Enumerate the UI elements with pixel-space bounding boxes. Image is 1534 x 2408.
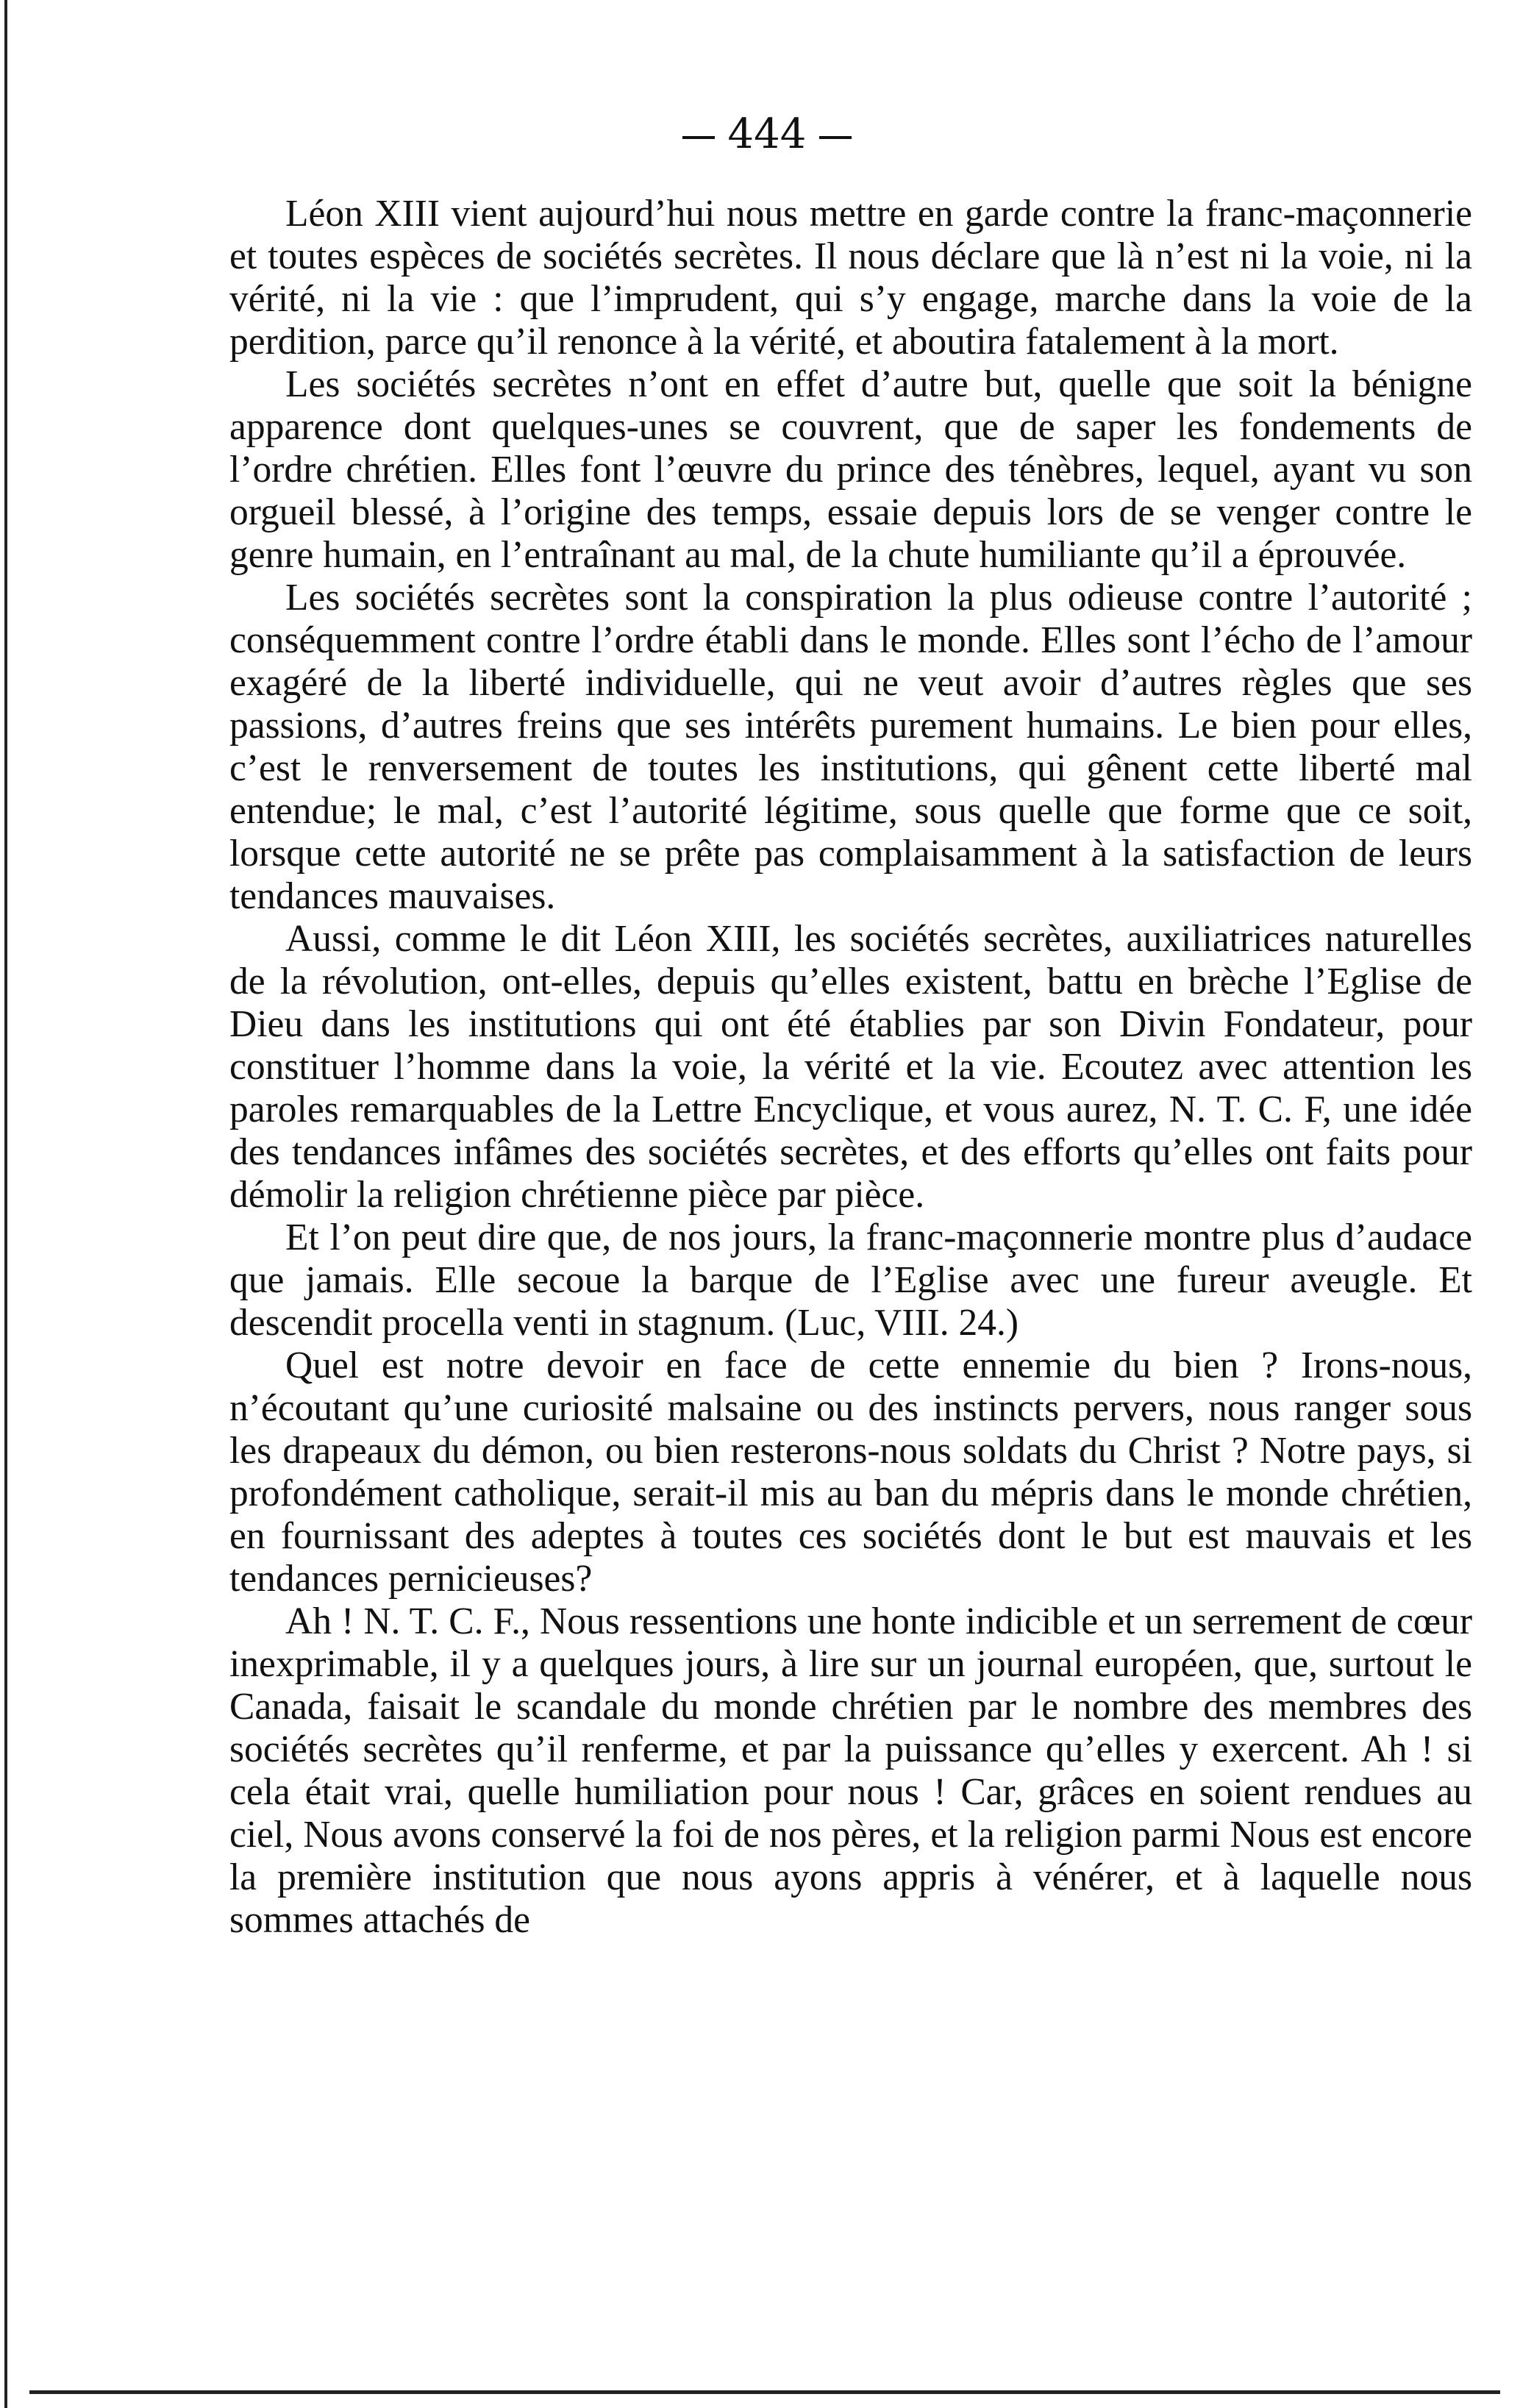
paragraph: Les sociétés secrètes n’ont en effet d’autre but, quelle que soit la bénigne apparence dont quelques-unes se couvrent, que de saper les fondements de l’ordre chrétien. Elles font l’œuvre du prince des ténèbres, lequel, ayant vu son orgueil blessé, à l’origine des temps, essaie depuis lors de se venger contre le genre humain, en l’entraînant au mal, de la chute humiliante qu’il a éprouvée. [229, 363, 1472, 576]
paragraph: Et l’on peut dire que, de nos jours, la franc-maçonnerie montre plus d’audace que jamais. Elle secoue la barque de l’Eglise avec une fureur aveugle. Et descendit procella venti in stagnum. (Luc, VIII. 24.) [229, 1217, 1472, 1344]
bottom-edge-line [29, 2390, 1500, 2394]
paragraph: Les sociétés secrètes sont la conspiration la plus odieuse contre l’autorité ; conséquemment contre l’ordre établi dans le monde. Elles sont l’écho de l’amour exagéré de la liberté individuelle, qui ne veut avoir d’autres règles que ses passions, d’autres freins que ses intérêts purement humains. Le bien pour elles, c’est le renversement de toutes les institutions, qui gênent cette liberté mal entendue; le mal, c’est l’autorité légitime, sous quelle que forme que ce soit, lorsque cette autorité ne se prête pas complaisamment à la satisfaction de leurs tendances mauvaises. [229, 577, 1472, 917]
paragraph: Léon XIII vient aujourd’hui nous mettre en garde contre la franc-maçonnerie et toutes espèces de sociétés secrètes. Il nous déclare que là n’est ni la voie, ni la vérité, ni la vie : que l’imprudent, qui s’y engage, marche dans la voie de la perdition, parce qu’il renonce à la vérité, et aboutira fatalement à la mort. [229, 193, 1472, 363]
page-number: 444 [0, 110, 1534, 158]
paragraph: Aussi, comme le dit Léon XIII, les sociétés secrètes, auxiliatrices naturelles de la révolution, ont-elles, depuis qu’elles existent, battu en brèche l’Eglise de Dieu dans les institutions qui ont été établies par son Divin Fondateur, pour constituer l’homme dans la voie, la vérité et la vie. Ecoutez avec attention les paroles remarquables de la Lettre Encyclique, et vous aurez, N. T. C. F, une idée des tendances infâmes des sociétés secrètes, et des efforts qu’elles ont faits pour démolir la religion chrétienne pièce par pièce. [229, 918, 1472, 1216]
paragraph: Quel est notre devoir en face de cette ennemie du bien ? Irons-nous, n’écoutant qu’une curiosité malsaine ou des instincts pervers, nous ranger sous les drapeaux du démon, ou bien resterons-nous soldats du Christ ? Notre pays, si profondément catholique, serait-il mis au ban du mépris dans le monde chrétien, en fournissant des adeptes à toutes ces sociétés dont le but est mauvais et les tendances pernicieuses? [229, 1344, 1472, 1600]
paragraph: Ah ! N. T. C. F., Nous ressentions une honte indicible et un serrement de cœur inexprimable, il y a quelques jours, à lire sur un journal européen, que, surtout le Canada, faisait le scandale du monde chrétien par le nombre des membres des sociétés secrètes qu’il renferme, et par la puissance qu’elles y exercent. Ah ! si cela était vrai, quelle humiliation pour nous ! Car, grâces en soient rendues au ciel, Nous avons conservé la foi de nos pères, et la religion parmi Nous est encore la première institution que nous ayons appris à vénérer, et à laquelle nous sommes attachés de [229, 1600, 1472, 1941]
page-edge-shadow [4, 0, 7, 2408]
body-text [229, 193, 1472, 1942]
